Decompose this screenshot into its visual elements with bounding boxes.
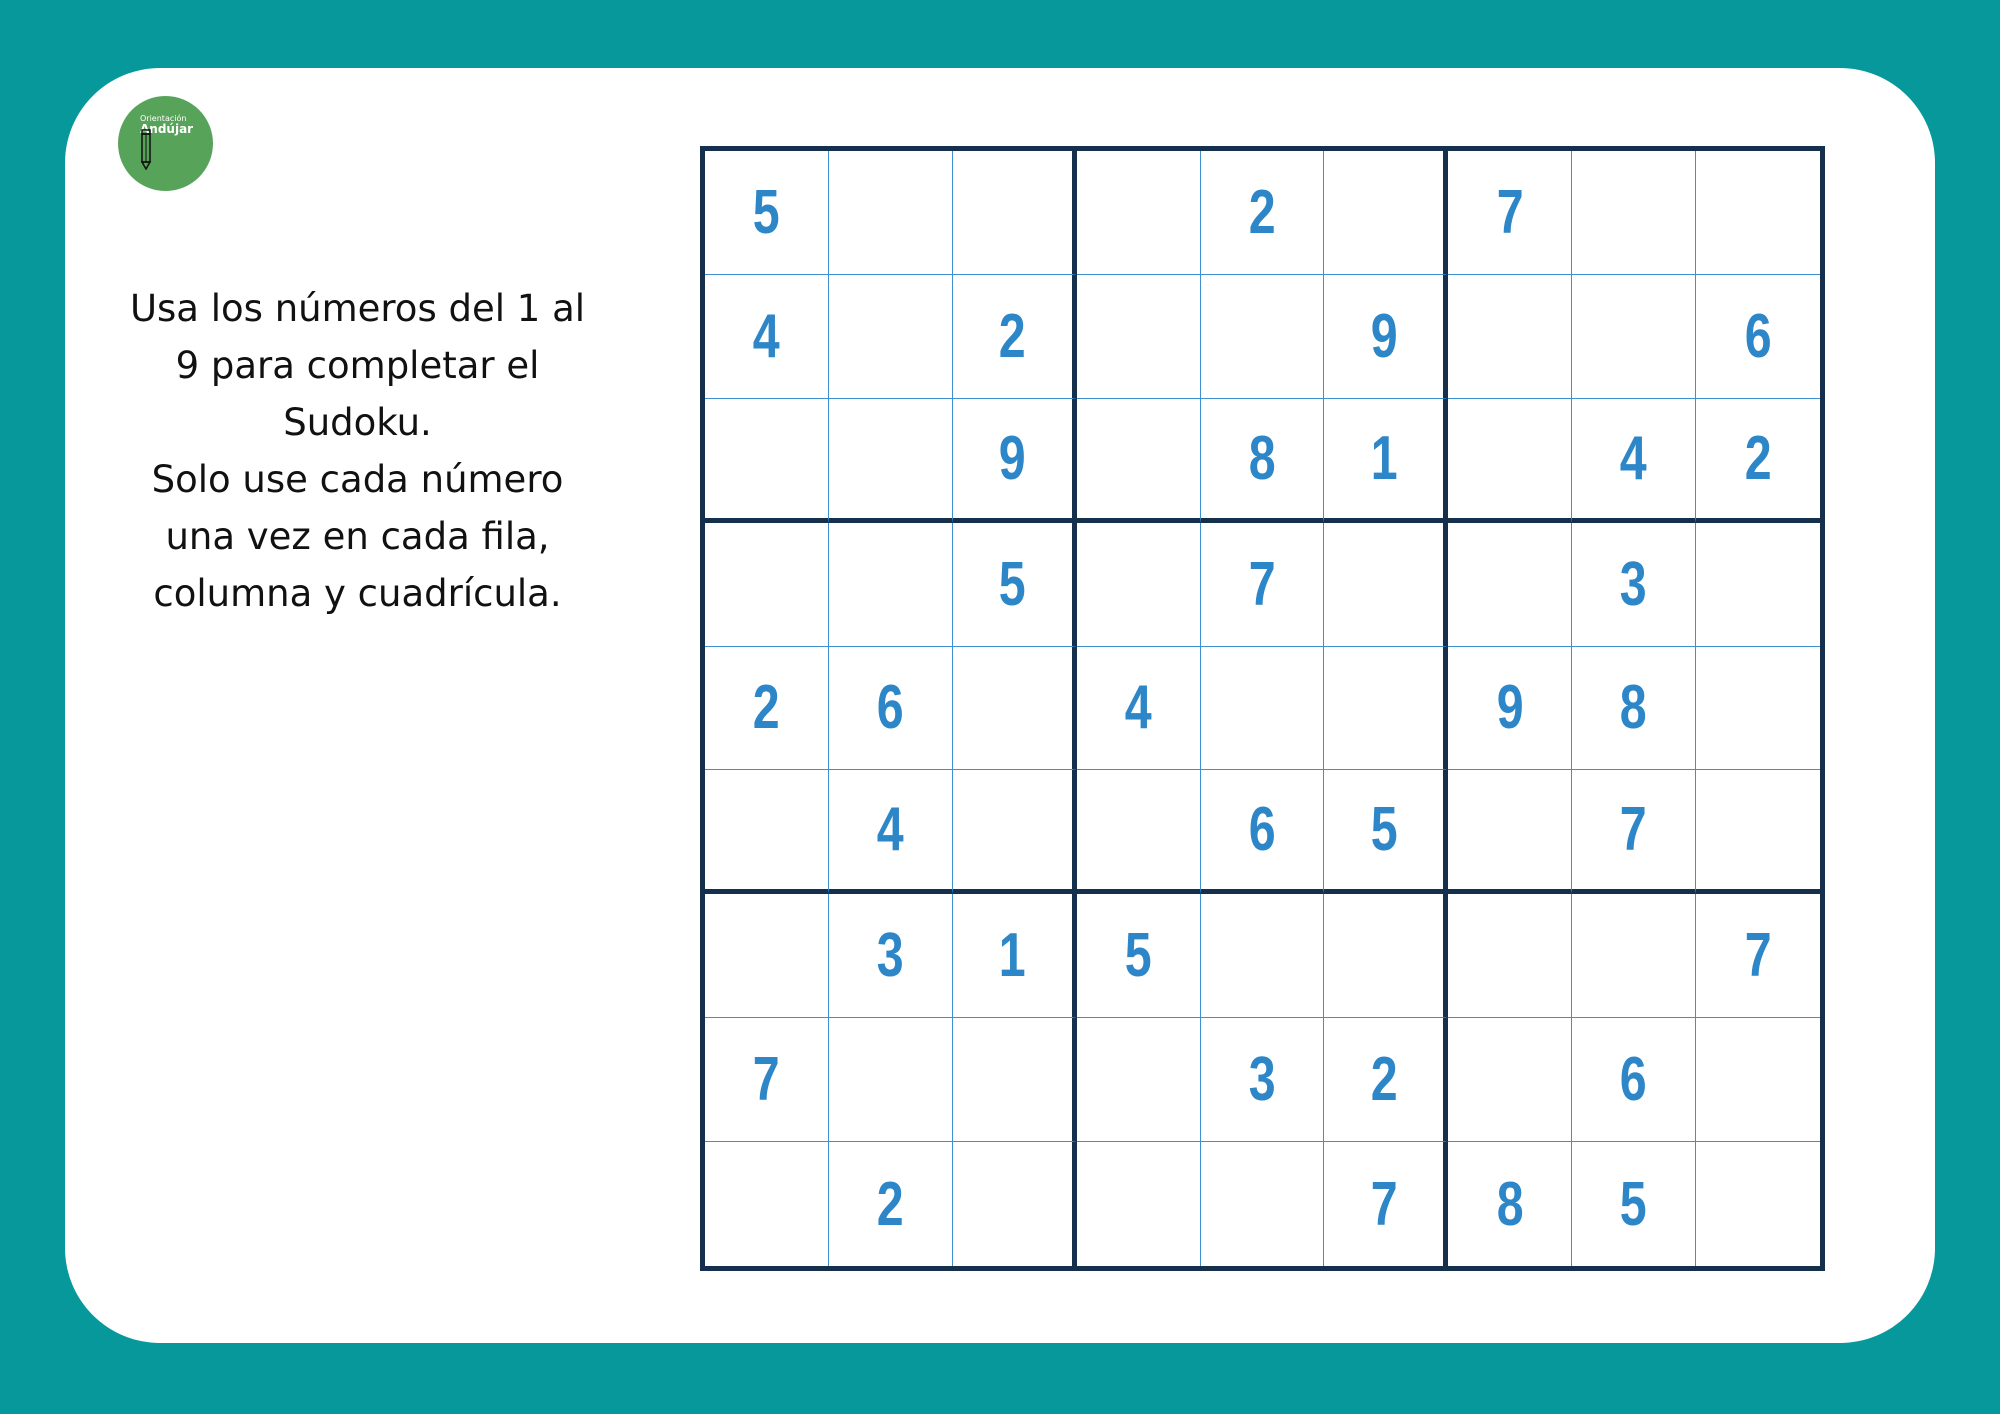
cell-digit: 5: [1370, 795, 1398, 865]
sudoku-cell[interactable]: [1696, 647, 1820, 771]
sudoku-cell[interactable]: [705, 647, 829, 771]
instructions-line: Solo use cada número: [151, 458, 564, 501]
sudoku-cell[interactable]: [1696, 275, 1820, 399]
sudoku-cell[interactable]: [829, 647, 953, 771]
sudoku-cell[interactable]: [953, 399, 1077, 523]
cell-digit: 1: [998, 921, 1026, 991]
cell-digit: 2: [1744, 423, 1772, 493]
cell-digit: 2: [876, 1169, 904, 1239]
cell-digit: 7: [752, 1045, 780, 1115]
cell-digit: 4: [1620, 423, 1648, 493]
cell-digit: 4: [876, 795, 904, 865]
sudoku-cell[interactable]: [953, 1018, 1077, 1142]
sudoku-cell[interactable]: [1572, 894, 1696, 1018]
cell-digit: 9: [998, 423, 1026, 493]
cell-digit: 5: [1620, 1169, 1648, 1239]
cell-digit: 2: [998, 301, 1026, 371]
instructions: [100, 280, 615, 622]
cell-digit: 8: [1620, 673, 1648, 743]
cell-digit: 2: [1370, 1045, 1398, 1115]
sudoku-cell[interactable]: [1324, 1142, 1448, 1266]
cell-digit: 6: [1744, 301, 1772, 371]
sudoku-cell[interactable]: [829, 151, 953, 275]
cell-digit: 8: [1496, 1169, 1524, 1239]
sudoku-cell[interactable]: [1448, 275, 1572, 399]
sudoku-cell[interactable]: [953, 523, 1077, 647]
sudoku-cell[interactable]: [1572, 647, 1696, 771]
logo-text-name: Andújar: [140, 122, 194, 136]
instructions-line: Sudoku.: [283, 401, 432, 444]
cell-digit: 7: [1496, 177, 1524, 247]
sudoku-cell[interactable]: [1077, 151, 1201, 275]
sudoku-cell[interactable]: [829, 1018, 953, 1142]
instructions-line: una vez en cada fila,: [165, 515, 550, 558]
cell-digit: 4: [752, 301, 780, 371]
sudoku-cell[interactable]: [1077, 894, 1201, 1018]
cell-digit: 3: [1248, 1045, 1276, 1115]
cell-digit: 1: [1370, 423, 1398, 493]
sudoku-cell[interactable]: [953, 1142, 1077, 1266]
sudoku-cell[interactable]: [1324, 275, 1448, 399]
sudoku-cell[interactable]: [1324, 523, 1448, 647]
cell-digit: 5: [1124, 921, 1152, 991]
sudoku-cell[interactable]: [705, 894, 829, 1018]
sudoku-grid: [700, 146, 1825, 1271]
cell-digit: 3: [876, 921, 904, 991]
sudoku-cell[interactable]: [953, 894, 1077, 1018]
sudoku-cell[interactable]: [1448, 647, 1572, 771]
instructions-line: 9 para completar el: [175, 344, 540, 387]
sudoku-cell[interactable]: [953, 647, 1077, 771]
sudoku-cell[interactable]: [1324, 647, 1448, 771]
cell-digit: 7: [1370, 1169, 1398, 1239]
sudoku-cell[interactable]: [953, 770, 1077, 894]
sudoku-cell[interactable]: [705, 1142, 829, 1266]
sudoku-cell[interactable]: [1324, 894, 1448, 1018]
sudoku-cell[interactable]: [1201, 151, 1325, 275]
instructions-line: columna y cuadrícula.: [153, 572, 562, 615]
instructions-line: Usa los números del 1 al: [129, 287, 586, 330]
cell-digit: 6: [1248, 795, 1276, 865]
sudoku-cell[interactable]: [953, 151, 1077, 275]
sudoku-cell[interactable]: [1696, 770, 1820, 894]
cell-digit: 6: [1620, 1045, 1648, 1115]
cell-digit: 8: [1248, 423, 1276, 493]
sudoku-cell[interactable]: [1077, 275, 1201, 399]
cell-digit: 5: [752, 177, 780, 247]
sudoku-cell[interactable]: [829, 894, 953, 1018]
cell-digit: 5: [998, 549, 1026, 619]
sudoku-cell[interactable]: [705, 1018, 829, 1142]
cell-digit: 7: [1744, 921, 1772, 991]
sudoku-cell[interactable]: [953, 275, 1077, 399]
sudoku-cell[interactable]: [1572, 151, 1696, 275]
sudoku-cell[interactable]: [1696, 1142, 1820, 1266]
sudoku-cell[interactable]: [705, 275, 829, 399]
cell-digit: 6: [876, 673, 904, 743]
cell-digit: 9: [1496, 673, 1524, 743]
cell-digit: 7: [1248, 549, 1276, 619]
sudoku-cell[interactable]: [1572, 1142, 1696, 1266]
sudoku-cell[interactable]: [1572, 1018, 1696, 1142]
sudoku-cell[interactable]: [1572, 523, 1696, 647]
logo-text-small: Orientación: [140, 114, 187, 123]
sudoku-cell[interactable]: [829, 399, 953, 523]
sudoku-cell[interactable]: [705, 151, 829, 275]
sudoku-cell[interactable]: [1077, 1142, 1201, 1266]
pencil-icon: [138, 128, 154, 170]
sudoku-cell[interactable]: [1572, 275, 1696, 399]
sudoku-cell[interactable]: [1324, 151, 1448, 275]
sudoku-cell[interactable]: [1572, 770, 1696, 894]
sudoku-cell[interactable]: [1077, 523, 1201, 647]
sudoku-cell[interactable]: [1324, 770, 1448, 894]
cell-digit: 3: [1620, 549, 1648, 619]
sudoku-cell[interactable]: [1448, 523, 1572, 647]
cell-digit: 7: [1620, 795, 1648, 865]
sudoku-cell[interactable]: [829, 523, 953, 647]
cell-digit: 4: [1124, 673, 1152, 743]
sudoku-cell[interactable]: [1696, 399, 1820, 523]
sudoku-cell[interactable]: [705, 770, 829, 894]
sudoku-cell[interactable]: [1201, 523, 1325, 647]
sudoku-cell[interactable]: [1077, 647, 1201, 771]
sudoku-cell[interactable]: [1201, 275, 1325, 399]
sudoku-cell[interactable]: [1201, 770, 1325, 894]
sudoku-cell[interactable]: [1696, 894, 1820, 1018]
sudoku-cell[interactable]: [1077, 399, 1201, 523]
sudoku-cell[interactable]: [1201, 399, 1325, 523]
sudoku-cell[interactable]: [705, 523, 829, 647]
sudoku-cell[interactable]: [1201, 894, 1325, 1018]
sudoku-cell[interactable]: [1448, 151, 1572, 275]
sudoku-cell[interactable]: [1201, 1018, 1325, 1142]
sudoku-cell[interactable]: [1077, 770, 1201, 894]
logo: [118, 96, 213, 191]
sudoku-cell[interactable]: [829, 275, 953, 399]
sudoku-cell[interactable]: [1696, 523, 1820, 647]
sudoku-cell[interactable]: [1696, 151, 1820, 275]
sudoku-cell[interactable]: [1696, 1018, 1820, 1142]
sudoku-cell[interactable]: [1448, 894, 1572, 1018]
sudoku-cell[interactable]: [1324, 399, 1448, 523]
sudoku-cell[interactable]: [1201, 1142, 1325, 1266]
cell-digit: 2: [1248, 177, 1276, 247]
sudoku-cell[interactable]: [1448, 1142, 1572, 1266]
cell-digit: 9: [1370, 301, 1398, 371]
sudoku-cell[interactable]: [829, 770, 953, 894]
sudoku-cell[interactable]: [1448, 1018, 1572, 1142]
sudoku-cell[interactable]: [1201, 647, 1325, 771]
sudoku-cell[interactable]: [1572, 399, 1696, 523]
sudoku-cell[interactable]: [1077, 1018, 1201, 1142]
sudoku-cell[interactable]: [1448, 770, 1572, 894]
sudoku-cell[interactable]: [829, 1142, 953, 1266]
sudoku-cell[interactable]: [1324, 1018, 1448, 1142]
sudoku-cell[interactable]: [1448, 399, 1572, 523]
cell-digit: 2: [752, 673, 780, 743]
sudoku-cell[interactable]: [705, 399, 829, 523]
